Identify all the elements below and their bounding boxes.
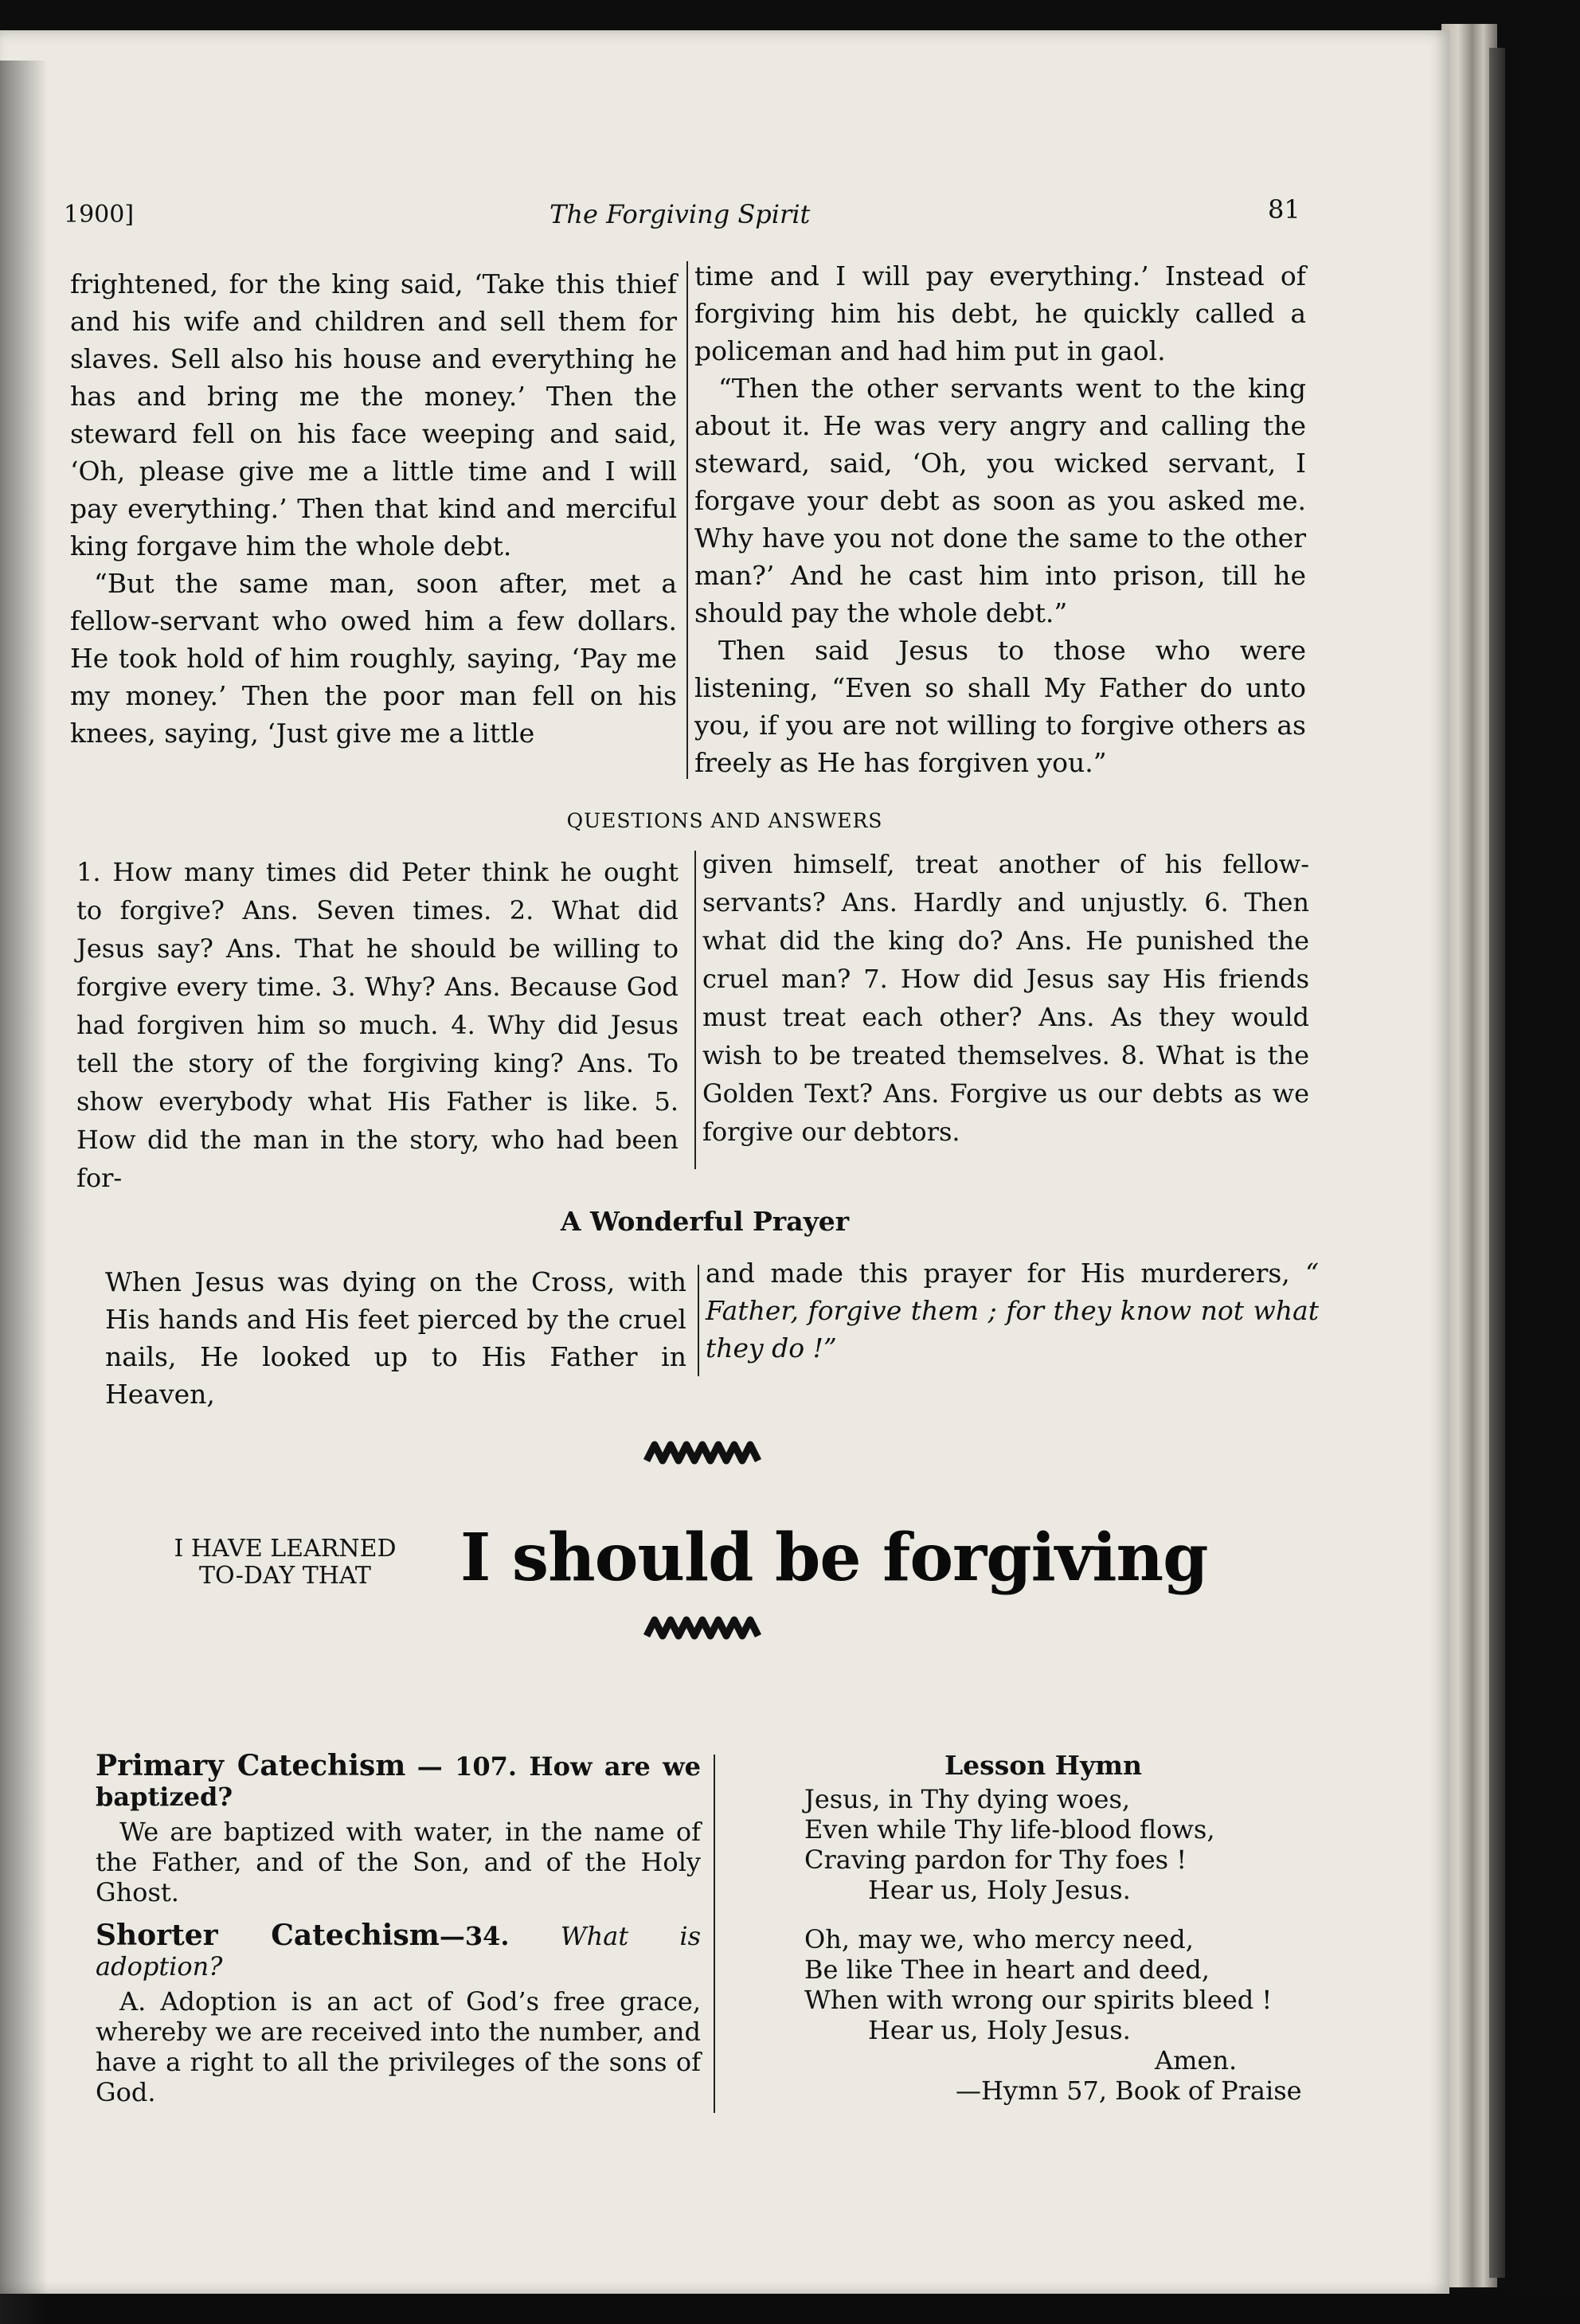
shorter-catechism-question: [96, 1920, 701, 1982]
learned-caption-line: TO-DAY THAT: [199, 1562, 371, 1590]
column-divider: [686, 261, 688, 779]
wave-ornament-icon: [643, 1615, 763, 1641]
hymn-amen: Amen.: [1155, 2045, 1238, 2076]
story-paragraph: frightened, for the king said, ‘Take this thief and his wife and children and sell them for slaves. Sell also his house and everything he has and bring me the money.’ Then the steward fell on his face weeping and said, ‘Oh, please give me a little time and I will pay everything.’ Then that kind and merciful king forgave him the whole debt.: [70, 268, 677, 561]
shorter-catechism-text: What is adoption?: [96, 1921, 702, 1982]
header-year: 1900]: [64, 201, 135, 229]
prayer-column-right: [706, 1254, 1319, 1367]
book-page: [0, 30, 1449, 2294]
column-divider: [698, 1265, 699, 1376]
qa-column-right: given himself, treat another of his fellow-servants? Ans. Hardly and unjustly. 6. Then what did the king do? Ans. He punished the cruel man? 7. How did Jesus say His friends must treat each other? Ans. As they would wish to be treated themselves. 8. What is the Golden Text? Ans. Forgive us our debts as we forgive our debtors.: [702, 849, 1309, 1147]
hymn-line: Oh, may we, who mercy need,: [804, 1924, 1194, 1954]
learned-caption-line: I HAVE LEARNED: [174, 1535, 397, 1563]
page-left-shadow: [0, 61, 48, 2324]
story-paragraph: time and I will pay everything.’ Instead of forgiving him his debt, he quickly called a policeman and had him put in gaol.: [694, 260, 1306, 366]
prayer-intro: and made this prayer for His murderers,: [706, 1258, 1290, 1289]
hymn-line: Even while Thy life-blood flows,: [804, 1814, 1215, 1845]
page-number: 81: [1268, 194, 1300, 225]
story-column-left: [70, 265, 677, 752]
hymn-source: —Hymn 57, Book of Praise: [956, 2076, 1302, 2106]
hymn-line: Jesus, in Thy dying woes,: [804, 1784, 1131, 1814]
book-spine-shadow: [1489, 48, 1505, 2278]
hymn-line: When with wrong our spirits bleed !: [804, 1985, 1273, 2015]
story-column-right: [694, 257, 1306, 781]
column-divider: [694, 851, 696, 1169]
hymn-line: Craving pardon for Thy foes !: [804, 1845, 1187, 1875]
primary-catechism-title: Primary Catechism: [96, 1749, 406, 1782]
running-title: The Forgiving Spirit: [549, 199, 811, 229]
hymn-title: Lesson Hymn: [944, 1750, 1143, 1781]
story-paragraph: “Then the other servants went to the king about it. He was very angry and calling the steward, said, ‘Oh, you wicked servant, I forgave your debt as soon as you asked me. Why have you not done the same to the other man?’ And he cast him into prison, till he should pay the whole debt.”: [694, 373, 1306, 628]
learned-statement: I should be forgiving: [460, 1520, 1208, 1596]
wave-ornament-icon: [643, 1440, 763, 1465]
story-paragraph: Then said Jesus to those who were listening, “Even so shall My Father do unto you, if you are not willing to forgive others as freely as He has forgiven you.”: [694, 635, 1306, 778]
hymn-refrain: Hear us, Holy Jesus.: [868, 2015, 1131, 2045]
learned-caption: [134, 1536, 436, 1590]
catechism-column: [96, 1751, 701, 2107]
prayer-column-left: When Jesus was dying on the Cross, with His hands and His feet pierced by the cruel nails, He looked up to His Father in Heaven,: [105, 1266, 686, 1410]
column-divider: [714, 1755, 715, 2113]
shorter-catechism-answer: A. Adoption is an act of God’s free grace, whereby we are received into the number, and have a right to all the privileges of the sons of God.: [96, 1986, 701, 2107]
shorter-catechism-title: Shorter Catechism: [96, 1919, 440, 1952]
prayer-quote: “ Father, forgive them ; for they know not what they do !”: [706, 1258, 1319, 1363]
hymn-line: Be like Thee in heart and deed,: [804, 1954, 1210, 1985]
primary-catechism-number: — 107. How are we baptized?: [96, 1751, 702, 1812]
prayer-heading: A Wonderful Prayer: [560, 1206, 850, 1237]
qa-column-left: 1. How many times did Peter think he ought to forgive? Ans. Seven times. 2. What did Jesus say? Ans. That he should be willing to forgive every time. 3. Why? Ans. Because God had forgiven him so much. 4. Why did Jesus tell the story of the forgiving king? Ans. To show everybody what His Father is like. 5. How did the man in the story, who had been for-: [76, 857, 679, 1193]
shorter-catechism-number: —34.: [439, 1921, 510, 1951]
hymn-refrain: Hear us, Holy Jesus.: [868, 1875, 1131, 1905]
qa-heading: QUESTIONS AND ANSWERS: [566, 809, 883, 832]
primary-catechism-question: [96, 1751, 701, 1812]
primary-catechism-answer: We are baptized with water, in the name of the Father, and of the Son, and of the Holy Ghost.: [96, 1817, 701, 1907]
story-paragraph: “But the same man, soon after, met a fellow-servant who owed him a few dollars. He took hold of him roughly, saying, ‘Pay me my money.’ Then the poor man fell on his knees, saying, ‘Just give me a little: [70, 568, 677, 749]
lesson-hymn: [804, 1751, 1362, 2106]
